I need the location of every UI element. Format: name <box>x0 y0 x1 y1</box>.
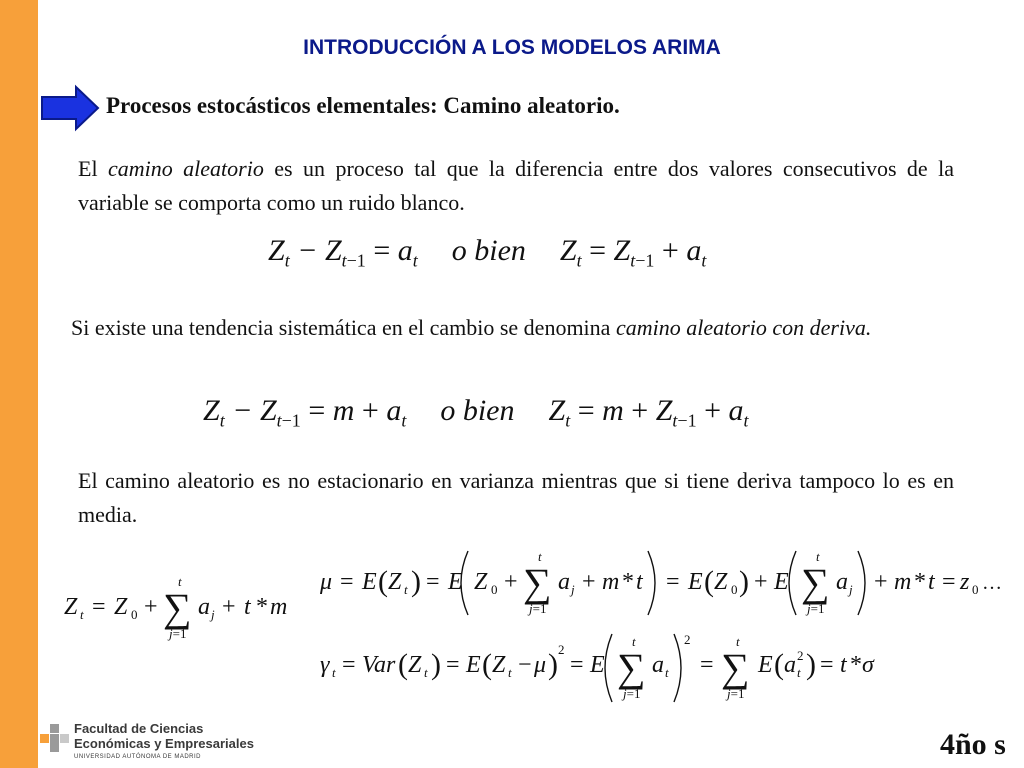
svg-text:=: = <box>340 569 354 595</box>
svg-text:=: = <box>92 594 106 620</box>
svg-text:t: t <box>736 634 740 649</box>
svg-text:Z: Z <box>474 569 488 595</box>
svg-text:Z: Z <box>64 594 78 620</box>
svg-text:): ) <box>548 648 558 681</box>
svg-text:j: j <box>849 582 853 597</box>
paragraph-nonstationary: El camino aleatorio es no estacionario en varianza mientras que si tiene deriva tampoco lo es en media. <box>78 468 954 527</box>
svg-text:*: * <box>256 594 268 620</box>
logo-line-university: UNIVERSIDAD AUTÓNOMA DE MADRID <box>74 754 202 760</box>
svg-text:μ: μ <box>320 569 333 595</box>
svg-text:+: + <box>874 569 888 595</box>
svg-text:2: 2 <box>797 648 804 663</box>
svg-text:t: t <box>840 652 847 678</box>
connector-text: o bien <box>451 234 526 267</box>
svg-text:0: 0 <box>972 582 979 597</box>
svg-text:): ) <box>411 565 421 598</box>
svg-text:a: a <box>784 652 796 678</box>
svg-text:…: … <box>982 572 1002 594</box>
svg-text:t: t <box>508 665 512 680</box>
svg-text:): ) <box>431 648 441 681</box>
svg-text:+: + <box>144 594 158 620</box>
section-subtitle: Procesos estocásticos elementales: Camino aleatorio. <box>106 93 620 118</box>
svg-text:γ: γ <box>320 652 330 678</box>
svg-text:j=1: j=1 <box>529 601 547 616</box>
svg-text:(: ( <box>378 565 388 598</box>
svg-text:t: t <box>178 574 182 589</box>
svg-text:): ) <box>739 565 749 598</box>
svg-text:m: m <box>270 594 288 620</box>
logo-line-school: Económicas y Empresariales <box>74 736 254 751</box>
equation-random-walk-drift: $Z_t - Z_{t-1} = m + a_t$ o bien $Z_t = m + Z_{t-1} + a_t$ <box>203 394 749 431</box>
svg-text:z: z <box>960 569 970 595</box>
svg-text:∑: ∑ <box>721 645 750 690</box>
equation-variance <box>318 630 878 706</box>
svg-text:∑: ∑ <box>163 585 192 630</box>
svg-text:E: E <box>688 569 703 595</box>
svg-text:=: = <box>426 569 440 595</box>
svg-text:Z: Z <box>714 569 728 595</box>
svg-text:=: = <box>666 569 680 595</box>
slide-title: INTRODUCCIÓN A LOS MODELOS ARIMA <box>303 36 721 59</box>
svg-text:μ: μ <box>534 652 547 678</box>
svg-text:j=1: j=1 <box>623 686 641 701</box>
svg-text:E: E <box>758 652 773 678</box>
svg-text:∑: ∑ <box>523 560 552 605</box>
svg-text:a: a <box>198 594 210 620</box>
svg-text:*: * <box>914 569 926 595</box>
svg-text:t: t <box>797 665 801 680</box>
equation-mean <box>318 547 1002 619</box>
left-accent-bar <box>0 0 38 768</box>
svg-text:(: ( <box>398 648 408 681</box>
page-number: 4ño s <box>940 728 1006 761</box>
svg-text:E: E <box>362 569 377 595</box>
equation-zt-sum <box>62 572 302 644</box>
svg-text:=: = <box>446 652 460 678</box>
svg-text:=: = <box>942 569 956 595</box>
svg-text:t: t <box>332 665 336 680</box>
svg-text:j: j <box>571 582 575 597</box>
svg-text:+: + <box>754 569 768 595</box>
svg-text:t: t <box>80 607 84 622</box>
svg-text:t: t <box>665 665 669 680</box>
svg-text:E: E <box>466 652 481 678</box>
svg-text:Z: Z <box>388 569 402 595</box>
svg-text:*: * <box>850 652 862 678</box>
svg-text:j=1: j=1 <box>727 686 745 701</box>
svg-text:a: a <box>558 569 570 595</box>
svg-text:+: + <box>582 569 596 595</box>
svg-text:+: + <box>504 569 518 595</box>
svg-text:m: m <box>602 569 620 595</box>
arrow-right-icon <box>40 85 100 131</box>
svg-text:t: t <box>928 569 935 595</box>
svg-text:m: m <box>894 569 912 595</box>
svg-text:): ) <box>806 648 816 681</box>
svg-text:j: j <box>211 607 215 622</box>
svg-text:=: = <box>570 652 584 678</box>
svg-text:E: E <box>774 569 789 595</box>
svg-text:Z: Z <box>492 652 506 678</box>
svg-text:∑: ∑ <box>617 645 646 690</box>
svg-text:t: t <box>538 549 542 564</box>
svg-text:j=1: j=1 <box>807 601 825 616</box>
paragraph-definition: El camino aleatorio es un proceso tal que la diferencia entre dos valores consecutivos de la variable se comporta como un ruido blanco. <box>78 156 954 215</box>
svg-text:0: 0 <box>491 582 498 597</box>
svg-text:E: E <box>448 569 463 595</box>
svg-text:Var: Var <box>362 652 396 678</box>
svg-text:a: a <box>652 652 664 678</box>
svg-text:t: t <box>244 594 251 620</box>
svg-text:2: 2 <box>558 642 565 657</box>
svg-text:(: ( <box>482 648 492 681</box>
svg-text:*: * <box>622 569 634 595</box>
svg-text:E: E <box>590 652 605 678</box>
svg-text:=: = <box>700 652 714 678</box>
svg-text:t: t <box>816 549 820 564</box>
svg-text:=: = <box>820 652 834 678</box>
paragraph-drift: Si existe una tendencia sistemática en el cambio se denomina camino aleatorio con deriva. <box>71 315 872 340</box>
svg-text:j=1: j=1 <box>169 626 187 641</box>
svg-text:∑: ∑ <box>801 560 830 605</box>
svg-text:a: a <box>836 569 848 595</box>
svg-text:=: = <box>342 652 356 678</box>
svg-text:(: ( <box>704 565 714 598</box>
svg-text:σ: σ <box>862 652 874 678</box>
svg-text:−: − <box>518 652 532 678</box>
svg-text:+: + <box>222 594 236 620</box>
connector-text: o bien <box>440 394 515 427</box>
svg-text:t: t <box>404 582 408 597</box>
faculty-logo-icon <box>40 724 70 752</box>
svg-text:2: 2 <box>684 632 691 647</box>
equation-random-walk: $Z_t - Z_{t-1} = a_t$ o bien $Z_t = Z_{t-1} + a_t$ <box>268 234 707 271</box>
faculty-logo-text <box>74 721 254 760</box>
logo-line-faculty: Facultad de Ciencias <box>74 721 204 736</box>
svg-text:Z: Z <box>408 652 422 678</box>
svg-text:Z: Z <box>114 594 128 620</box>
svg-text:t: t <box>632 634 636 649</box>
svg-text:(: ( <box>774 648 784 681</box>
svg-text:t: t <box>636 569 643 595</box>
svg-text:0: 0 <box>131 607 138 622</box>
svg-text:t: t <box>424 665 428 680</box>
svg-text:0: 0 <box>731 582 738 597</box>
